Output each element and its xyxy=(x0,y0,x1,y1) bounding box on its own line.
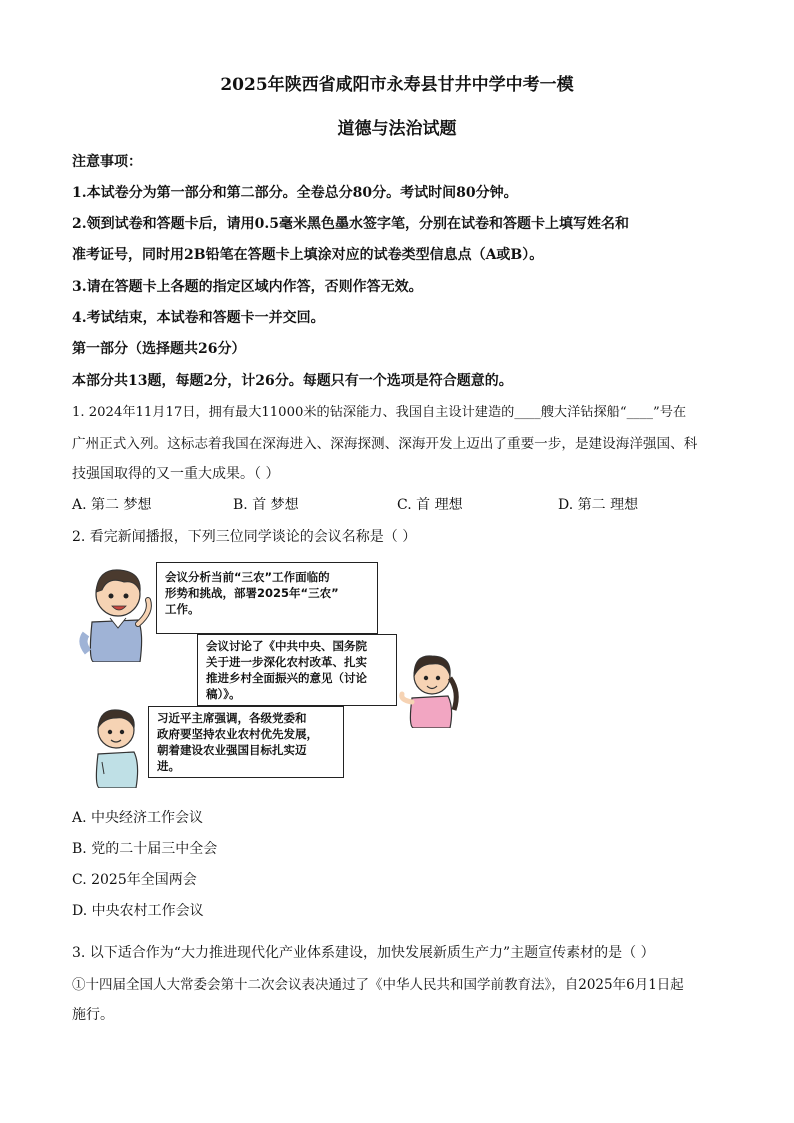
bubble-2-line-3: 推进乡村全面振兴的意见（讨论 xyxy=(206,671,367,685)
q2-option-d[interactable]: D. 中央农村工作会议 xyxy=(72,903,204,919)
speech-bubble-3 xyxy=(148,706,344,778)
speech-bubble-2 xyxy=(197,634,397,706)
speech-bubble-1 xyxy=(156,562,378,634)
part1-desc: 本部分共13题，每题2分，计26分。每题只有一个选项是符合题意的。 xyxy=(72,373,513,389)
girl-student-illustration xyxy=(398,648,464,728)
page-title: 2025年陕西省咸阳市永寿县甘井中学中考一模 xyxy=(220,75,574,95)
bubble-1-line-1: 会议分析当前“三农”工作面临的 xyxy=(165,570,330,584)
q2-option-a[interactable]: A. 中央经济工作会议 xyxy=(72,810,204,826)
q1-option-a[interactable]: A. 第二 梦想 xyxy=(72,497,152,513)
notice-item-1: 1.本试卷分为第一部分和第二部分。全卷总分80分。考试时间80分钟。 xyxy=(72,185,518,201)
bubble-2-line-1: 会议讨论了《中共中央、国务院 xyxy=(206,639,367,653)
q2-stem: 2. 看完新闻播报，下列三位同学谈论的会议名称是（ ） xyxy=(72,529,417,545)
bubble-2-line-2: 关于进一步深化农村改革、扎实 xyxy=(206,655,367,669)
bubble-3-line-1: 习近平主席强调，各级党委和 xyxy=(157,711,307,725)
q1-option-b[interactable]: B. 首 梦想 xyxy=(233,497,299,513)
notice-heading: 注意事项： xyxy=(72,154,142,170)
q1-line-1: 1. 2024年11月17日，拥有最大11000米的钻深能力、我国自主设计建造的____艘大洋钻探船“____”号在 xyxy=(72,405,687,420)
part1-heading: 第一部分（选择题共26分） xyxy=(72,341,246,357)
bubble-3-line-4: 进。 xyxy=(157,759,180,773)
bubble-3-line-2: 政府要坚持农业农村优先发展， xyxy=(157,727,318,741)
notice-item-2: 2.领到试卷和答题卡后，请用0.5毫米黑色墨水签字笔，分别在试卷和答题卡上填写姓名和 xyxy=(72,216,629,232)
bubble-1-line-2: 形势和挑战，部署2025年“三农” xyxy=(165,586,339,600)
q3-item-1-line-2: 施行。 xyxy=(72,1007,114,1023)
q1-option-d[interactable]: D. 第二 理想 xyxy=(558,497,639,513)
bubble-2-line-4: 稿）》。 xyxy=(206,687,241,701)
page-subtitle: 道德与法治试题 xyxy=(337,119,457,139)
boy-student-2-illustration xyxy=(88,704,148,788)
q2-option-b[interactable]: B. 党的二十届三中全会 xyxy=(72,841,218,857)
q2-option-c[interactable]: C. 2025年全国两会 xyxy=(72,872,197,888)
bubble-1-line-3: 工作。 xyxy=(165,602,200,616)
q3-stem: 3. 以下适合作为“大力推进现代化产业体系建设，加快发展新质生产力”主题宣传素材的是（ ） xyxy=(72,945,655,961)
q1-line-3: 技强国取得的又一重大成果。（ ） xyxy=(72,466,280,482)
bubble-3-line-3: 朝着建设农业强国目标扎实迈 xyxy=(157,743,307,757)
notice-item-3: 3.请在答题卡上各题的指定区域内作答，否则作答无效。 xyxy=(72,279,423,295)
notice-item-4: 4.考试结束，本试卷和答题卡一并交回。 xyxy=(72,310,325,326)
notice-item-2-cont: 准考证号，同时用2B铅笔在答题卡上填涂对应的试卷类型信息点（A或B）。 xyxy=(72,247,544,263)
q3-item-1-line-1: ①十四届全国人大常委会第十二次会议表决通过了《中华人民共和国学前教育法》，自2025年6月1日起 xyxy=(72,977,684,993)
boy-student-illustration xyxy=(78,562,156,662)
q1-option-c[interactable]: C. 首 理想 xyxy=(397,497,463,513)
q1-line-2: 广州正式入列。这标志着我国在深海进入、深海探测、深海开发上迈出了重要一步，是建设海洋强国、科 xyxy=(72,436,698,452)
